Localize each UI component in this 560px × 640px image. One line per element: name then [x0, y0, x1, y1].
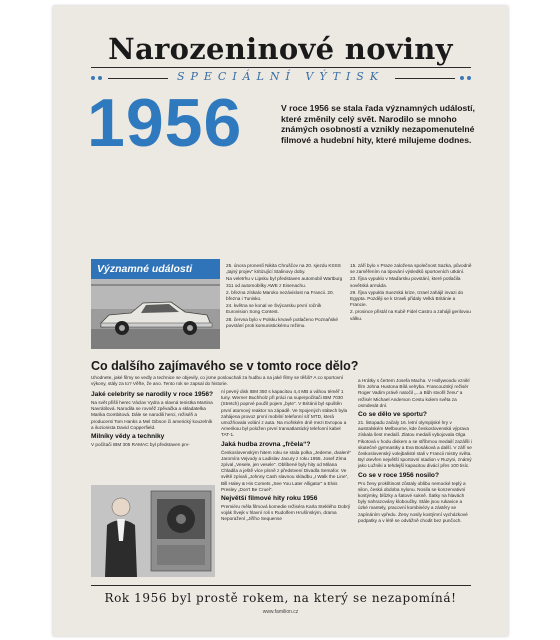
events-column-1	[226, 263, 344, 330]
newspaper-page	[53, 6, 508, 636]
events-heading: Významné události	[91, 259, 220, 279]
masthead-rule-top	[91, 67, 471, 68]
subheading: Milníky vědy a techniky	[91, 433, 165, 441]
event-item: 28. června bylo v Polsku krvavě potlačeno Poznaňské povstání proti komunistickému režimu.	[226, 316, 339, 328]
event-item: 23. října vypuklo v Maďarsku povstání, které potlačila sovětská armáda.	[350, 276, 461, 288]
paragraph: ní pevný disk IBM 350 s kapacitou 4,4 MB a váhou téměř 1 tuny. Werner Buchholz při práci na superpočítači IBM 7030 (Stretch) poprvé použil pojem „byte“. V Británii byl spuštěn první atomový reaktor na západě. Ve Spojených státech byla zahájena provoz první mobilní telefonní síť MTD, která umožňovala volání z auta. Na mořském dně mezi Evropou a Amerikou byl položen první transatlantický telefonní kabel TAT-1.	[221, 389, 348, 438]
masthead-title: Narozeninové noviny	[108, 32, 453, 66]
masthead-subtitle: SPECIÁLNÍ VÝTISK	[176, 70, 385, 83]
year-title: 1956	[87, 85, 243, 161]
computer-illustration	[91, 485, 215, 577]
footer-tagline: Rok 1956 byl prostě rokem, na který se nezapomíná!	[104, 591, 457, 605]
event-item: 29. října vypukla Suezská krize, Izrael zahájil invazi do Egypta. Později se k Izraeli přidaly Velká Británie a Francie.	[350, 289, 464, 308]
event-item: 2. prosince přistál na Kubě Fidel Castro a zahájil gerilovou válku.	[350, 309, 471, 321]
article-column-3	[358, 378, 473, 525]
event-item: 2. března získalo Maroko nezávislost na Francii. 20. března i Tunisko.	[226, 289, 334, 302]
paragraph: 21. listopadu začaly 16. letní olympijské hry v australském Melbourne, kde československá výprava získala šest medailí. Zlatou medaili vybojovala Olga Fikotová v hodu diskem a se stříbrnou medailí zazářili i skutečné gymnastky a Eva Bosáková a další. V září se československý volejbalisté stali v Francii mistry světa. Byl otevřen největší sportovní stadion v Ruzyni, známý jako Lužniki a tehdejší kapacitou divácí přes 100 tisíc.	[358, 420, 472, 469]
event-item: 25. února proneslí Nikita Chruščov na 20. sjezdu KSSS „tajný projev“ kritizující Stalinovy doby.	[226, 263, 341, 275]
subheading: Jaká hudba zrovna „frčela“?	[221, 440, 311, 448]
subheading: Co se v roce 1956 nosilo?	[358, 471, 439, 479]
events-column-2	[350, 263, 472, 323]
event-item: 15. září bylo v Praze založena společnost Sazka, původně se zaměřením na tipování výsledků sportovních utkání.	[350, 263, 472, 275]
paragraph: a Hrátky s čertem Josefa Macha. V Hollywoodu vznikl film Johna Hustona Bílá velryba. Francouzský režisér Roger Vadim právě natočil „...a Bůh stvořil ženu“ a režisér Michael Anderson Cestu kolem světa za osmdesát dní.	[358, 378, 470, 408]
section-lead: Uhodnete, jaké filmy se vedly a technice se objevily, co jsme poslouchali za hudbu a na jaké filmy se těšili? A co sportovní výkony, stály za to? Věřte, že ano. Tento rok se zapsal do historie.	[91, 375, 344, 387]
article-column-1	[91, 389, 215, 449]
paragraph: Pro ženy proklítinost zůstaly oblibu nemocké teplý a silon, česká obdoba nylonu. Nosila se konzervativní kostýmky, blůzky a šatové sukně. Šatky na hlavách byly nahrazovány kloboučky. Stále jsou rukavice a úzké mantely, pracovní kombinézy a zástěry se zapínáním vpředu. Ženy nosily kostýmní vycházkové podpatky a v létě se odvážně chodit bez punčoch.	[358, 480, 468, 523]
paragraph: Premiéru měla filmová komedie režiséra Karla Steklého Dobrý voják Švejk v hlavní roli s Rudolfem Hrušínským, drama Neporažení „Jiřího Sequense	[221, 504, 351, 522]
subheading: Největší filmové hity roku 1956	[221, 495, 318, 503]
paragraph: Na svět přišli herec Václav Vydra a slavná tenistka Martina Navrátilová. Narodila se rovněž zpěvačka a skladatelka Marika Gombitová. Dále se narodili herci, režiséři a producenti Tom Hanks a Mel Gibson či americký kouzelník a iluzionista David Copperfield.	[91, 400, 213, 430]
paragraph: V počítači IBM 305 RAMAC byl představen prv-	[91, 442, 190, 448]
scientist-computer-photo	[91, 485, 215, 577]
subheading: Jaké celebrity se narodily v roce 1956?	[91, 391, 214, 398]
wartburg-car-photo	[91, 279, 220, 349]
section-headline: Co dalšího zajímavého se v tomto roce dělo?	[91, 359, 359, 373]
car-illustration	[91, 279, 220, 349]
intro-paragraph: V roce 1956 se stala řada významných událostí, které změnily celý svět. Narodilo se mnoho známých osobností a vznikly nezapomenutelné filmové a hudební hity, které milujeme dodnes.	[281, 103, 475, 145]
article-column-2	[221, 389, 351, 524]
subheading: Co se dělo ve sportu?	[358, 411, 427, 419]
event-item: 24. května se konal ve Švýcarsku první ročník Eurovision Song Contest.	[226, 303, 322, 315]
footer-url: www.familion.cz	[262, 609, 299, 615]
paragraph: Československým hitem roku se stala polka „Jedeme, dvaleré“ Jaromíra Vejvody a Ladislav Jacury z roku 1955. Josef Zíma zpíval „Vesele, jen vesele“. Oblíbené byly hity od Milana Chladila a ještě více písně z předstvení Divadla Semafor. Ve světě zpívali „Johnny Cash slavnou skladbu „I Walk the Line“, Bill Haley & His Comets „See You Later Alligator“ a Elvis Presley „Don't Be Cruel“.	[221, 449, 352, 492]
footer-rule	[91, 585, 471, 586]
event-item: Na veletrhu v Lipsku byl představen automobil Wartburg 311 od automobilky AWE z Eisenachu.	[226, 276, 343, 288]
